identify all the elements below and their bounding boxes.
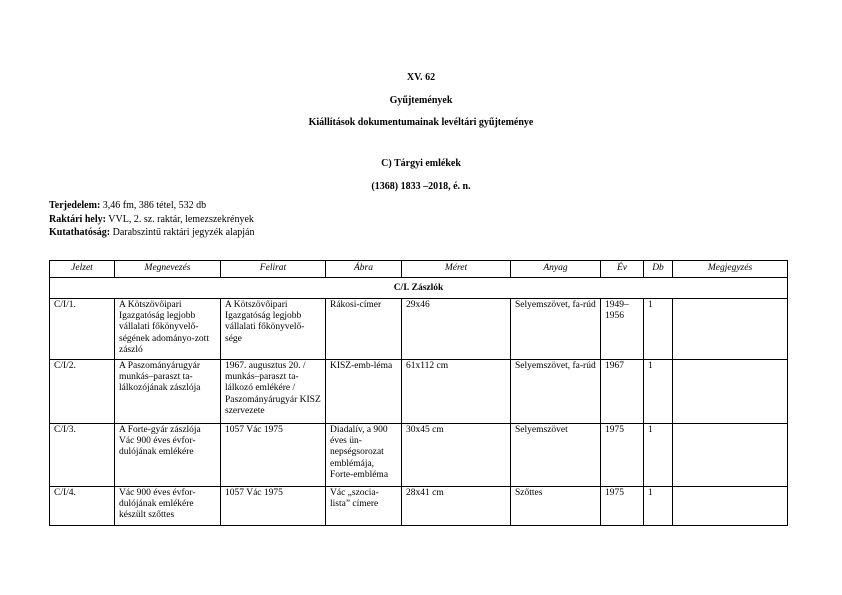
cell-meret: 28x41 cm [402, 487, 511, 526]
table-row [50, 299, 788, 360]
cell-megnevezes: A Paszományárugyár munkás–paraszt ta-lálkozójának zászlója [115, 360, 221, 424]
cell-ev: 1975 [601, 487, 644, 526]
cell-ev: 1967 [601, 360, 644, 424]
cell-ev: 1975 [601, 424, 644, 487]
cell-abra: KISZ-emb-léma [326, 360, 402, 424]
location-label: Raktári hely: [49, 213, 106, 225]
cell-felirat: 1057 Vác 1975 [221, 487, 326, 526]
cell-anyag: Selyemszövet [511, 424, 601, 487]
col-header-jelzet: Jelzet [50, 261, 115, 278]
search-label: Kutathatóság: [49, 227, 111, 238]
extent-line [49, 199, 255, 213]
col-header-ev: Év [601, 261, 644, 278]
cell-anyag: Szőttes [511, 487, 601, 526]
inventory-table [49, 260, 788, 526]
section-title: C/I. Zászlók [50, 278, 788, 299]
date-range: (1368) 1833 –2018, é. n. [371, 181, 471, 192]
cell-db: 1 [644, 424, 673, 487]
cell-megjegyzes [673, 487, 788, 526]
cell-megjegyzes [673, 424, 788, 487]
cell-meret: 30x45 cm [402, 424, 511, 487]
col-header-db: Db [644, 261, 673, 278]
table-row [50, 487, 788, 526]
table-row [50, 424, 788, 487]
cell-meret: 61x112 cm [402, 360, 511, 424]
metadata-block [49, 199, 255, 240]
cell-jelzet: C/I/2. [50, 360, 115, 424]
extent-label: Terjedelem: [49, 200, 101, 211]
col-header-megnevezes: Megnevezés [115, 261, 221, 278]
col-header-abra: Ábra [326, 261, 402, 278]
extent-value: 3,46 fm, 386 tétel, 532 db [102, 200, 207, 211]
col-header-meret: Méret [402, 261, 511, 278]
cell-abra: Diadalív, a 900 éves ün-nepségsorozat emblémája, Forte-embléma [326, 424, 402, 487]
fond-group: Gyűjtemények [389, 95, 453, 106]
cell-db: 1 [644, 487, 673, 526]
col-header-megjegyzes: Megjegyzés [673, 261, 788, 278]
col-header-anyag: Anyag [511, 261, 601, 278]
section-row [50, 278, 788, 299]
cell-db: 1 [644, 299, 673, 360]
cell-abra: Rákosi-címer [326, 299, 402, 360]
fond-title: Kiállítások dokumentumainak levéltári gyűjteménye [308, 117, 534, 128]
cell-megjegyzes [673, 299, 788, 360]
cell-ev: 1949–1956 [601, 299, 644, 360]
cell-jelzet: C/I/3. [50, 424, 115, 487]
subseries-title: C) Tárgyi emlékek [381, 158, 461, 169]
cell-anyag: Selyemszövet, fa-rúd [511, 299, 601, 360]
cell-jelzet: C/I/1. [50, 299, 115, 360]
cell-anyag: Selyemszövet, fa-rúd [511, 360, 601, 424]
cell-db: 1 [644, 360, 673, 424]
cell-felirat: 1057 Vác 1975 [221, 424, 326, 487]
cell-felirat: A Kötszövőipari Igazgatóság legjobb vállalati főkönyvelő-sége [221, 299, 326, 360]
table-header-row [50, 261, 788, 278]
cell-jelzet: C/I/4. [50, 487, 115, 526]
location-line [49, 213, 255, 227]
col-header-felirat: Felirat [221, 261, 326, 278]
cell-felirat: 1967. augusztus 20. / munkás–paraszt ta-lálkozó emlékére / Paszományárugyár KISZ szervezete [221, 360, 326, 424]
location-value: VVL, 2. sz. raktár, lemezszekrények [108, 213, 254, 225]
fond-number: XV. 62 [406, 72, 436, 83]
cell-meret: 29x46 [402, 299, 511, 360]
search-value: Darabszintű raktári jegyzék alapján [112, 227, 255, 238]
cell-megnevezes: Vác 900 éves évfor-dulójának emlékére készült szőttes [115, 487, 221, 526]
cell-abra: Vác „szocia-lista” címere [326, 487, 402, 526]
search-line [49, 226, 255, 240]
cell-megjegyzes [673, 360, 788, 424]
table-row [50, 360, 788, 424]
cell-megnevezes: A Forte-gyár zászlója Vác 900 éves évfor-dulójának emlékére [115, 424, 221, 487]
cell-megnevezes: A Kötszövőipari Igazgatóság legjobb vállalati főkönyvelő-ségének adományo-zott zászló [115, 299, 221, 360]
